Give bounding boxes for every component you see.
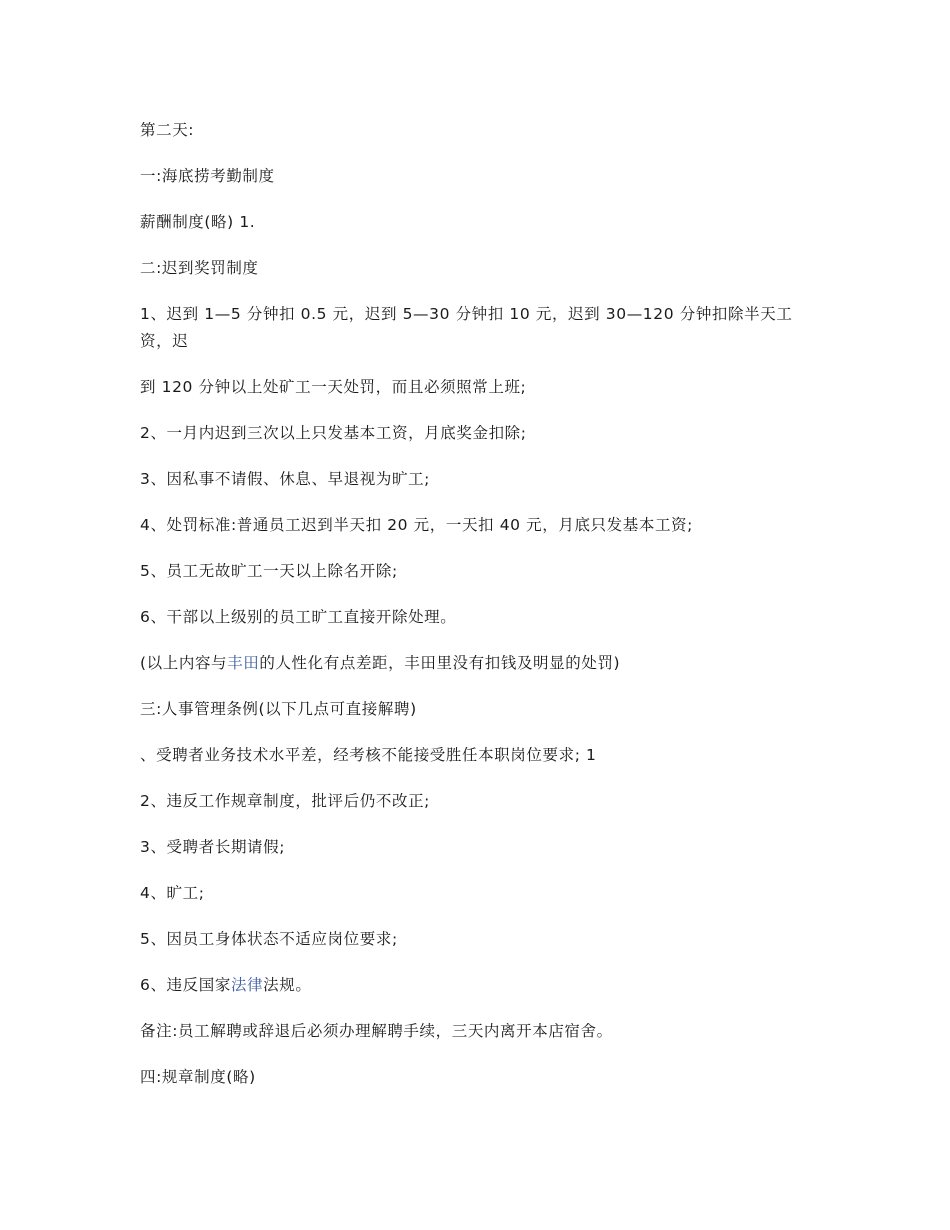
paragraph-p5 — [140, 301, 820, 355]
paragraph-text: 的人性化有点差距，丰田里没有扣钱及明显的处罚) — [259, 654, 621, 672]
paragraph-text: 第二天: — [140, 121, 195, 139]
paragraph-p10 — [140, 558, 820, 585]
paragraph-p8 — [140, 466, 820, 493]
paragraph-p9 — [140, 512, 820, 539]
paragraph-text: (以上内容与 — [140, 654, 228, 672]
paragraph-text: 法规。 — [263, 976, 312, 994]
paragraph-text: 四:规章制度(略) — [140, 1068, 256, 1086]
paragraph-text: 6、干部以上级别的员工旷工直接开除处理。 — [140, 608, 457, 626]
paragraph-p7 — [140, 420, 820, 447]
paragraph-text: 4、旷工; — [140, 884, 205, 902]
paragraph-p1 — [140, 117, 820, 144]
paragraph-text: 二:迟到奖罚制度 — [140, 259, 259, 277]
paragraph-text: 到 120 分钟以上处矿工一天处罚，而且必须照常上班; — [140, 378, 527, 396]
paragraph-p3 — [140, 209, 820, 236]
paragraph-p20 — [140, 1018, 820, 1045]
paragraph-p21 — [140, 1064, 820, 1091]
paragraph-text: 4、处罚标准:普通员工迟到半天扣 20 元，一天扣 40 元，月底只发基本工资; — [140, 516, 693, 534]
paragraph-text: 5、员工无故旷工一天以上除名开除; — [140, 562, 398, 580]
paragraph-text: 6、违反国家 — [140, 976, 231, 994]
paragraph-p11 — [140, 604, 820, 631]
paragraph-text: 2、一月内迟到三次以上只发基本工资，月底奖金扣除; — [140, 424, 527, 442]
hyperlink[interactable]: 丰田 — [227, 654, 260, 672]
paragraph-text: 备注:员工解聘或辞退后必须办理解聘手续，三天内离开本店宿舍。 — [140, 1022, 613, 1040]
document-body — [140, 117, 820, 1110]
paragraph-p15 — [140, 788, 820, 815]
paragraph-p4 — [140, 255, 820, 282]
paragraph-p19 — [140, 972, 820, 999]
paragraph-p6 — [140, 374, 820, 401]
paragraph-p2 — [140, 163, 820, 190]
paragraph-p12 — [140, 650, 820, 677]
paragraph-text: 、受聘者业务技术水平差，经考核不能接受胜任本职岗位要求; 1 — [140, 746, 597, 764]
hyperlink[interactable]: 法律 — [230, 976, 264, 994]
paragraph-p17 — [140, 880, 820, 907]
paragraph-p14 — [140, 742, 820, 769]
paragraph-text: 一:海底捞考勤制度 — [140, 167, 275, 185]
paragraph-p18 — [140, 926, 820, 953]
paragraph-text: 薪酬制度(略) 1. — [140, 213, 256, 231]
paragraph-p13 — [140, 696, 820, 723]
paragraph-text: 3、因私事不请假、休息、早退视为旷工; — [140, 470, 430, 488]
paragraph-text: 2、违反工作规章制度，批评后仍不改正; — [140, 792, 430, 810]
paragraph-p16 — [140, 834, 820, 861]
paragraph-text: 3、受聘者长期请假; — [140, 838, 286, 856]
paragraph-text: 1、迟到 1—5 分钟扣 0.5 元，迟到 5—30 分钟扣 10 元，迟到 30—120 分钟扣除半天工资，迟 — [140, 305, 793, 350]
paragraph-text: 5、因员工身体状态不适应岗位要求; — [140, 930, 398, 948]
paragraph-text: 三:人事管理条例(以下几点可直接解聘) — [140, 700, 417, 718]
